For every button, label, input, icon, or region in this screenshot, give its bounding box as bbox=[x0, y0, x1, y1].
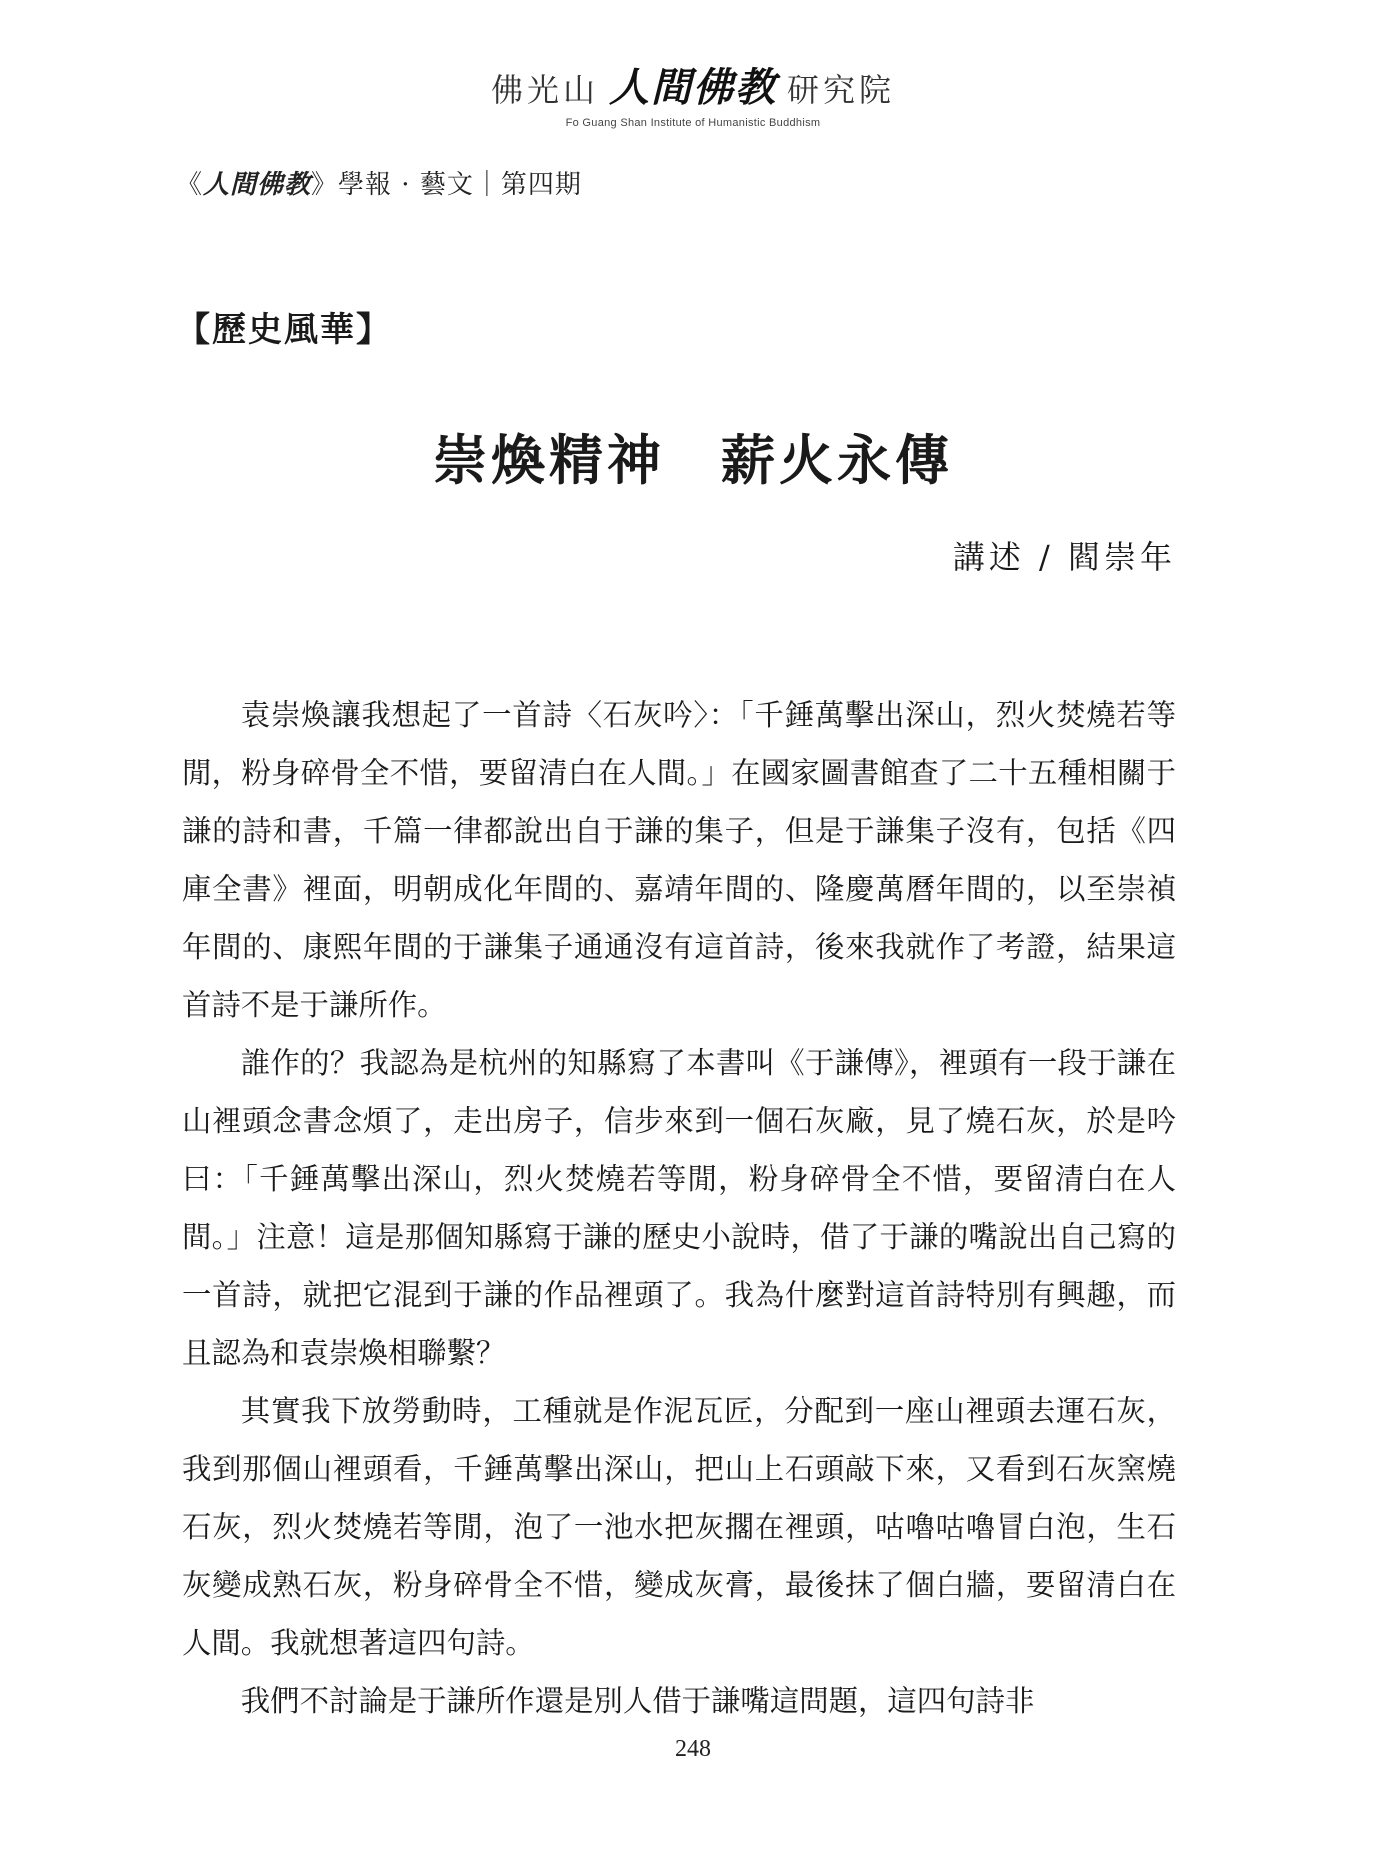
journal-open-bracket: 《 bbox=[176, 170, 204, 200]
article-body bbox=[182, 686, 1176, 1730]
institute-english-name: Fo Guang Shan Institute of Humanistic Buddhism bbox=[565, 117, 821, 129]
journal-issue: 學報 · 藝文｜第四期 bbox=[338, 170, 582, 200]
journal-running-head bbox=[176, 164, 582, 201]
title-part-2: 薪火永傳 bbox=[721, 428, 953, 492]
paragraph-4: 我們不討論是于謙所作還是別人借于謙嘴這問題，這四句詩非 bbox=[240, 1684, 1035, 1718]
paragraph-3: 其實我下放勞動時，工種就是作泥瓦匠，分配到一座山裡頭去運石灰，我到那個山裡頭看，千錘萬擊出深山，把山上石頭敲下來，又看到石灰窯燒石灰，烈火焚燒若等閒，泡了一池水把灰擱在裡頭，咕嚕咕嚕冒白泡，生石灰變成熟石灰，粉身碎骨全不惜，變成灰膏，最後抹了個白牆，要留清白在人間。我就想著這四句詩。 bbox=[182, 1394, 1176, 1660]
paragraph-1: 袁崇煥讓我想起了一首詩〈石灰吟〉：「千錘萬擊出深山，烈火焚燒若等閒，粉身碎骨全不惜，要留清白在人間。」在國家圖書館查了二十五種相關于謙的詩和書，千篇一律都說出自于謙的集子，但是于謙集子沒有，包括《四庫全書》裡面，明朝成化年間的、嘉靖年間的、隆慶萬曆年間的，以至崇禎年間的、康熙年間的于謙集子通通沒有這首詩，後來我就作了考證，結果這首詩不是于謙所作。 bbox=[182, 698, 1176, 1022]
article-title bbox=[0, 418, 1386, 495]
journal-brand: 人間佛教 bbox=[203, 170, 312, 200]
institute-brand-logo: 人間佛教 bbox=[609, 65, 777, 111]
paragraph-2: 誰作的？我認為是杭州的知縣寫了本書叫《于謙傳》，裡頭有一段于謙在山裡頭念書念煩了，走出房子，信步來到一個石灰廠，見了燒石灰，於是吟曰：「千錘萬擊出深山，烈火焚燒若等閒，粉身碎骨全不惜，要留清白在人間。」注意！這是那個知縣寫于謙的歷史小說時，借了于謙的嘴說出自己寫的一首詩，就把它混到于謙的作品裡頭了。我為什麼對這首詩特別有興趣，而且認為和袁崇煥相聯繫？ bbox=[182, 1046, 1176, 1370]
institute-name bbox=[0, 56, 1386, 113]
section-heading: 【歷史風華】 bbox=[176, 310, 392, 350]
page-header bbox=[0, 56, 1386, 129]
institute-prefix: 佛光山 bbox=[490, 71, 599, 109]
author-line: 講述 / 閻崇年 bbox=[952, 538, 1176, 576]
title-part-1: 崇煥精神 bbox=[433, 428, 665, 492]
institute-suffix: 研究院 bbox=[787, 71, 896, 109]
journal-close-bracket: 》 bbox=[311, 170, 339, 200]
page-number: 248 bbox=[675, 1736, 711, 1762]
